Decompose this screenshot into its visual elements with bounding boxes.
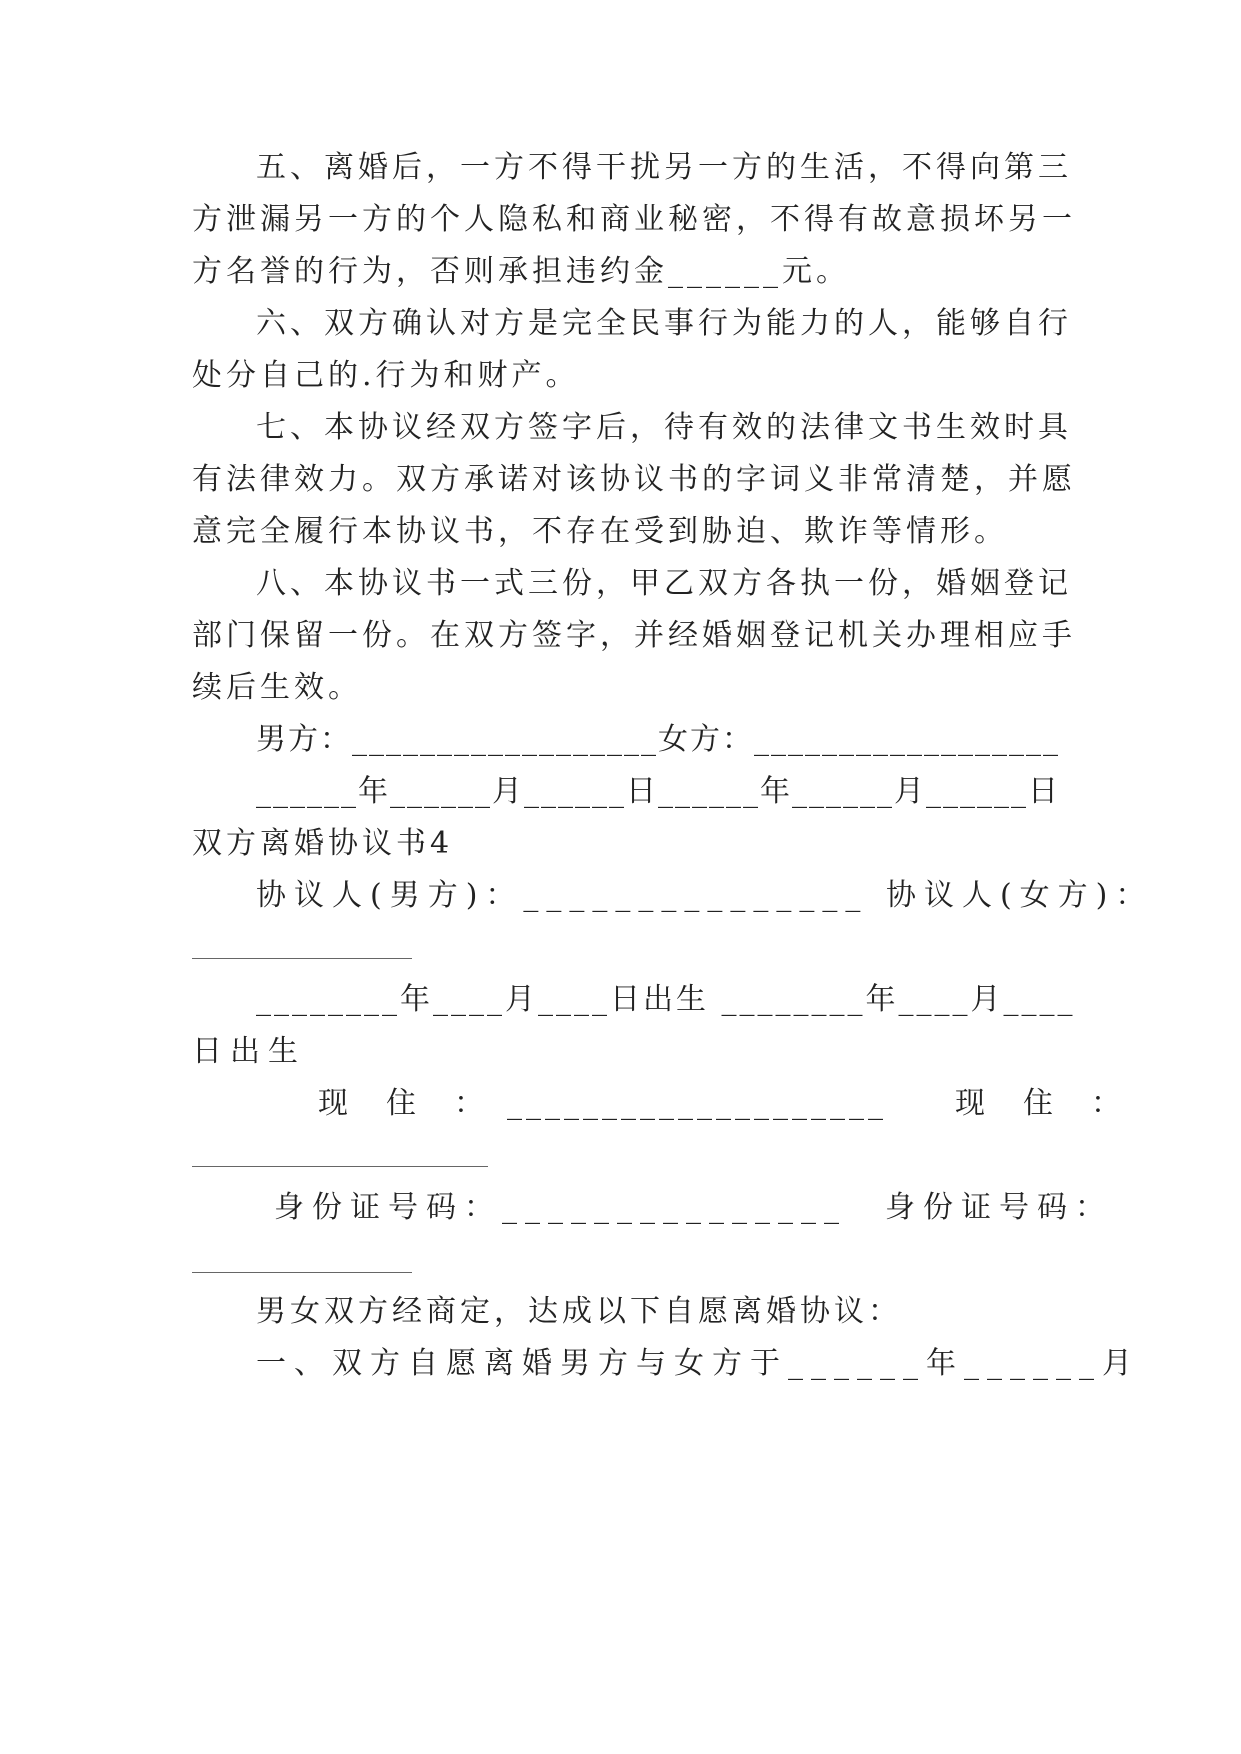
clause-6-line-2: 处分自己的.行为和财产。	[192, 358, 580, 393]
id-number-line: 身份证号码：_______________ 身份证号码：	[274, 1190, 1113, 1225]
clause-7-line-2: 有法律效力。双方承诺对该协议书的字词义非常清楚，并愿	[192, 462, 1076, 497]
agreement-intro: 男女双方经商定，达成以下自愿离婚协议：	[256, 1294, 902, 1329]
clause-5-line-3: 方名誉的行为，否则承担违约金______元。	[192, 254, 850, 289]
clause-8-line-1: 八、本协议书一式三份，甲乙双方各执一份，婚姻登记	[256, 566, 1072, 601]
clause-8-line-2: 部门保留一份。在双方签字，并经婚姻登记机关办理相应手	[192, 618, 1076, 653]
residence-line: 现 住 ： ____________________ 现 住 ：	[318, 1086, 1125, 1121]
birth-date-line-end: 日出生	[192, 1034, 306, 1069]
clause-5-line-2: 方泄漏另一方的个人隐私和商业秘密，不得有故意损坏另一	[192, 202, 1076, 237]
clause-6-line-1: 六、双方确认对方是完全民事行为能力的人，能够自行	[256, 306, 1072, 341]
clause-5-line-1: 五、离婚后，一方不得干扰另一方的生活，不得向第三	[256, 150, 1072, 185]
birth-date-line: ________年____月____日出生 ________年____月____	[256, 982, 1076, 1017]
clause-8-line-3: 续后生效。	[192, 670, 362, 705]
signature-line: 男方：__________________女方：__________________	[256, 722, 1060, 757]
section-title: 双方离婚协议书4	[192, 826, 454, 861]
clause-7-line-1: 七、本协议经双方签字后，待有效的法律文书生效时具	[256, 410, 1072, 445]
female-residence-blank	[192, 1166, 488, 1167]
female-id-blank	[192, 1272, 412, 1273]
clause-1-line-1: 一、双方自愿离婚男方与女方于______年______月	[256, 1346, 1140, 1381]
signature-date-line: ______年______月______日______年______月______日	[256, 774, 1060, 809]
clause-7-line-3: 意完全履行本协议书，不存在受到胁迫、欺诈等情形。	[192, 514, 1008, 549]
party-names-line: 协议人(男方)：_______________ 协议人(女方)：	[256, 878, 1154, 913]
female-name-blank	[192, 958, 412, 959]
